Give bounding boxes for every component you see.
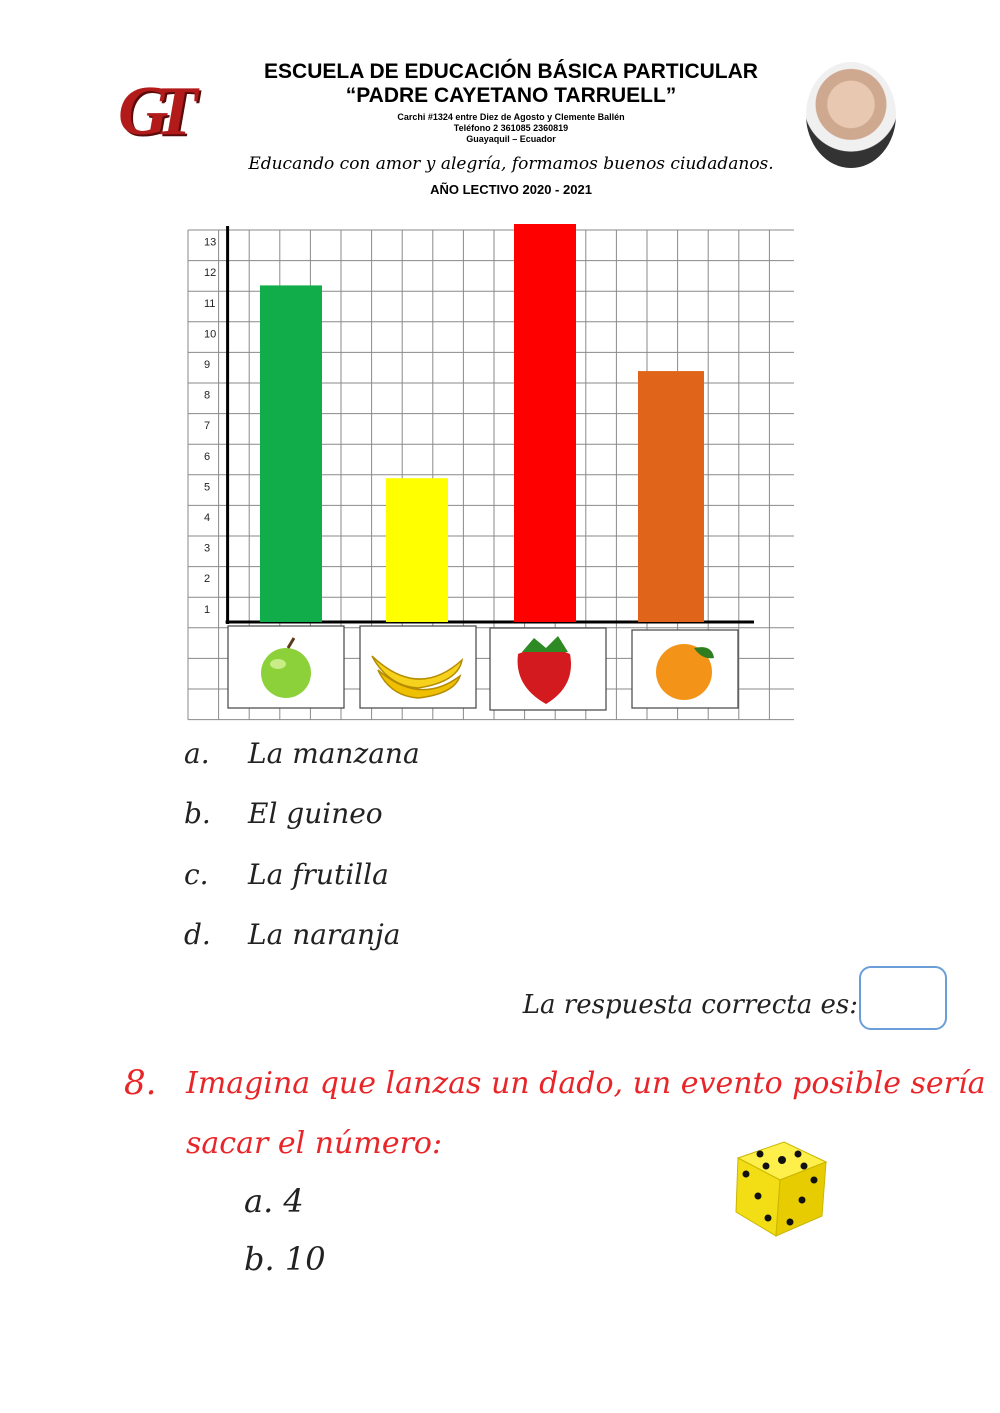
question-8-line-1: Imagina que lanzas un dado, un evento posible sería [186, 1066, 986, 1101]
question-8-option-b-label: b. [244, 1240, 275, 1278]
question-8-line-2: sacar el número: [186, 1126, 443, 1161]
option-d-label: d. [184, 918, 211, 951]
y-tick-label: 10 [204, 328, 217, 341]
school-phone: Teléfono 2 361085 2360819 [453, 123, 569, 133]
y-tick-label: 2 [204, 573, 211, 586]
y-tick-label: 1 [204, 603, 211, 616]
bar-guineo [386, 478, 448, 622]
question-8-option-b-text: 10 [284, 1240, 326, 1278]
option-c-text: La frutilla [248, 858, 389, 891]
school-logo [118, 72, 208, 152]
logo-lettering: GT [118, 73, 184, 150]
y-tick-label: 11 [204, 297, 216, 310]
y-tick-label: 5 [204, 481, 211, 494]
question-8-option-a-text: 4 [283, 1182, 304, 1220]
question-8-option-b[interactable] [244, 1240, 326, 1278]
option-b[interactable] [184, 797, 584, 837]
option-d-text: La naranja [248, 918, 401, 951]
option-a[interactable] [184, 737, 584, 777]
school-name: ESCUELA DE EDUCACIÓN BÁSICA PARTICULAR [264, 60, 758, 83]
school-city: Guayaquil – Ecuador [466, 134, 556, 144]
option-b-label: b. [184, 797, 211, 830]
bar-naranja [638, 371, 704, 622]
school-motto: Educando con amor y alegría, formamos buenos ciudadanos. [248, 154, 774, 174]
y-tick-label: 13 [204, 236, 217, 249]
option-a-label: a. [184, 737, 210, 770]
fruit-bar-chart [182, 224, 794, 724]
bar-manzana [260, 285, 322, 622]
option-c-label: c. [184, 858, 209, 891]
question-8-number: 8. [124, 1063, 157, 1103]
y-tick-label: 4 [204, 512, 211, 525]
answer-label: La respuesta correcta es: [522, 990, 858, 1020]
y-tick-label: 6 [204, 450, 211, 463]
option-c[interactable] [184, 858, 584, 898]
option-b-text: El guineo [248, 797, 383, 830]
apple-highlight [270, 659, 286, 669]
question-8-option-a-label: a. [244, 1182, 274, 1220]
school-subtitle: “PADRE CAYETANO TARRUELL” [345, 84, 677, 107]
y-tick-label: 8 [204, 389, 211, 402]
answer-input[interactable] [859, 966, 947, 1030]
school-address: Carchi #1324 entre Diez de Agosto y Clemente Ballén [397, 112, 625, 122]
option-a-text: La manzana [248, 737, 420, 770]
y-tick-label: 7 [204, 420, 211, 433]
school-year: AÑO LECTIVO 2020 - 2021 [430, 182, 592, 197]
bar-frutilla [514, 224, 576, 622]
priest-portrait [806, 62, 896, 168]
dice-icon [730, 1136, 830, 1240]
question-8-option-a[interactable] [244, 1182, 304, 1220]
y-tick-label: 3 [204, 542, 211, 555]
y-tick-label: 12 [204, 267, 217, 280]
apple-icon [261, 648, 311, 698]
y-tick-label: 9 [204, 359, 211, 372]
option-d[interactable] [184, 918, 584, 958]
